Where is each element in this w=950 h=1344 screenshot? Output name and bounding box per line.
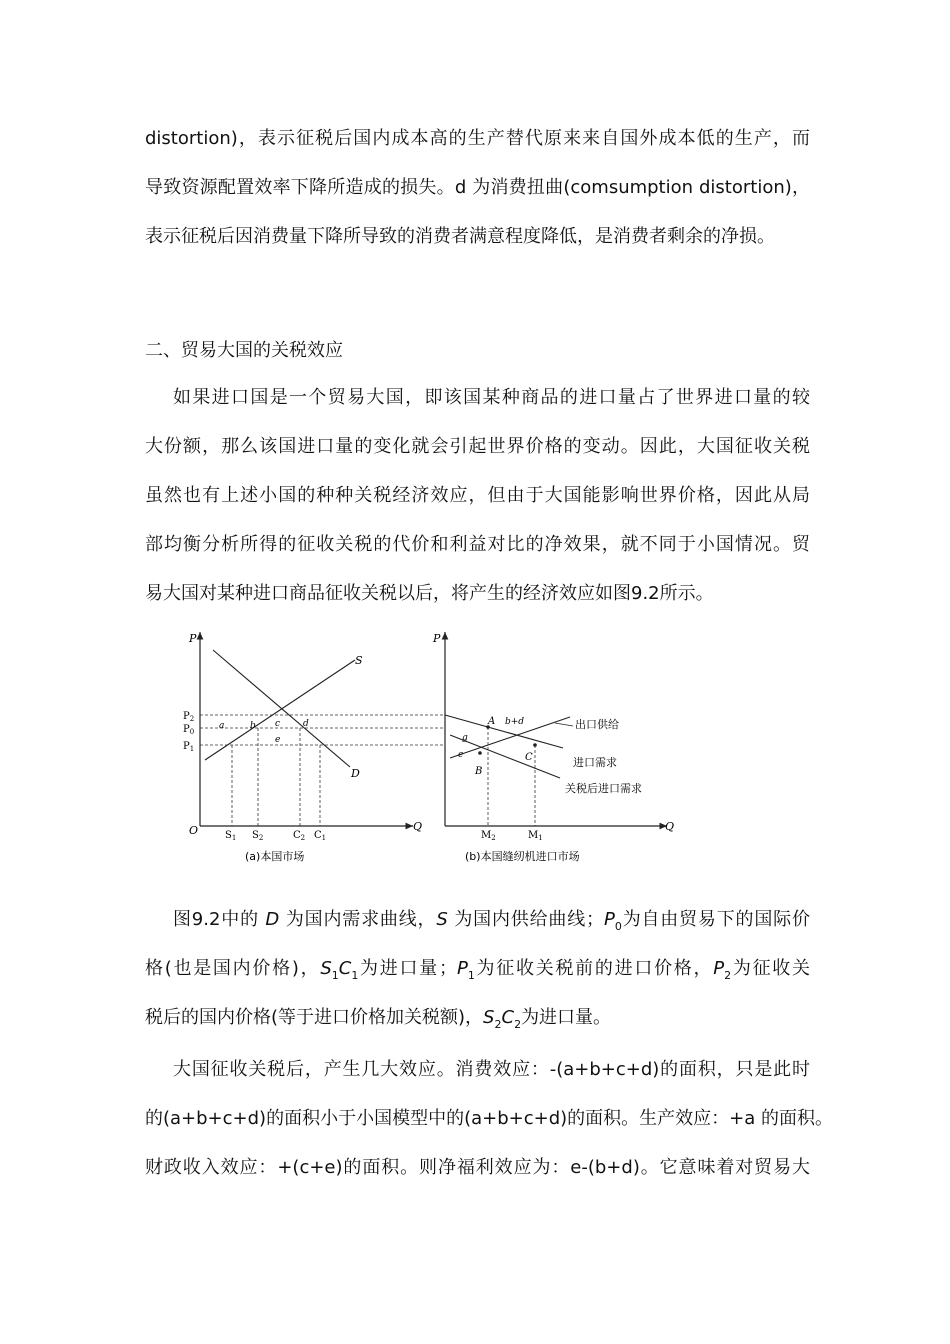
paragraph-2 [145,373,810,618]
right-axis-x-label: Q [665,820,675,833]
text-line: 大份额，那么该国进口量的变化就会引起世界价格的变动。因此，大国征收关税 [145,436,810,457]
text-line: 财政收入效应：+(c+e)的面积。则净福利效应为：e-(b+d)。它意味着对贸易大 [145,1157,810,1178]
paragraph-4 [145,1045,833,1192]
point-c [533,743,537,747]
point-b [478,751,482,755]
text-line: distortion)，表示征税后国内成本高的生产替代原来来自国外成本低的生产，而 [145,128,810,149]
point-b-label: B [475,766,483,777]
import-demand-curve [445,715,563,748]
c1-label: $C_1$ [314,830,327,842]
point-c-label: C [525,752,533,763]
paragraph-3 [145,895,810,1042]
export-supply-label: 出口供给 [575,718,619,731]
area-b-label: b [250,721,256,731]
figure-9-2 [175,620,695,875]
area-a-label: a [219,721,225,731]
text-line: 如果进口国是一个贸易大国，即该国某种商品的进口量占了世界进口量的较 [173,387,810,408]
area-g-label: g [462,733,468,743]
export-supply-leader [555,723,573,726]
m2-label: $M_2$ [481,830,496,842]
demand-curve [213,650,350,767]
point-a-label: A [488,716,496,727]
m1-label: $M_1$ [528,830,543,842]
p1-label: $P_1$ [183,741,195,753]
text-line: 大国征收关税后，产生几大效应。消费效应：-(a+b+c+d)的面积，只是此时 [173,1059,810,1080]
area-e-label-right: e [458,750,464,760]
c2-label: $C_2$ [293,830,306,842]
left-axis-x-label: Q [413,820,423,833]
p2-label: $P_2$ [183,711,195,723]
left-origin-label: O [189,824,199,837]
demand-label: D [351,767,360,780]
area-bd-label: b+d [505,717,525,727]
text-line: 的(a+b+c+d)的面积小于小国模型中的(a+b+c+d)的面积。生产效应：+a 的面积。 [145,1108,833,1129]
section-heading: 二、贸易大国的关税效应 [145,340,343,361]
area-d-label: d [303,719,309,729]
left-panel [183,632,445,863]
text-line: 格(也是国内价格)，$S_1C_1$为进口量；$P_1$为征收关税前的进口价格，$P_2$为征收关 [145,958,811,982]
s1-label: $S_1$ [225,830,237,842]
p0-label: $P_0$ [183,724,195,736]
s2-label: $S_2$ [252,830,264,842]
right-panel [432,632,674,863]
supply-label: S [355,654,363,667]
text-line: 税后的国内价格(等于进口价格加关税额)，$S_2C_2$为进口量。 [145,1007,612,1031]
left-caption: (a)本国市场 [245,850,305,863]
area-c-label: c [275,719,281,729]
text-line: 虽然也有上述小国的种种关税经济效应，但由于大国能影响世界价格，因此从局 [145,485,810,506]
paragraph-1 [145,114,810,261]
post-tariff-demand-label: 关税后进口需求 [565,782,642,795]
text-line: 导致资源配置效率下降所造成的损失。d 为消费扭曲(comsumption distortion)， [145,177,810,198]
text-line: 表示征税后因消费量下降所导致的消费者满意程度降低，是消费者剩余的净损。 [145,226,775,247]
text-line: 易大国对某种进口商品征收关税以后，将产生的经济效应如图9.2所示。 [145,583,714,604]
import-demand-label: 进口需求 [573,756,617,769]
area-e-label: e [275,735,281,745]
right-caption: (b)本国缝纫机进口市场 [465,850,580,863]
left-axis-y-label: P [189,632,197,645]
right-axis-y-label: P [433,632,441,645]
text-line: 图9.2中的 D 为国内需求曲线，S 为国内供给曲线；$P_0$为自由贸易下的国际价 [173,909,810,933]
text-line: 部均衡分析所得的征收关税的代价和利益对比的净效果，就不同于小国情况。贸 [145,534,810,555]
